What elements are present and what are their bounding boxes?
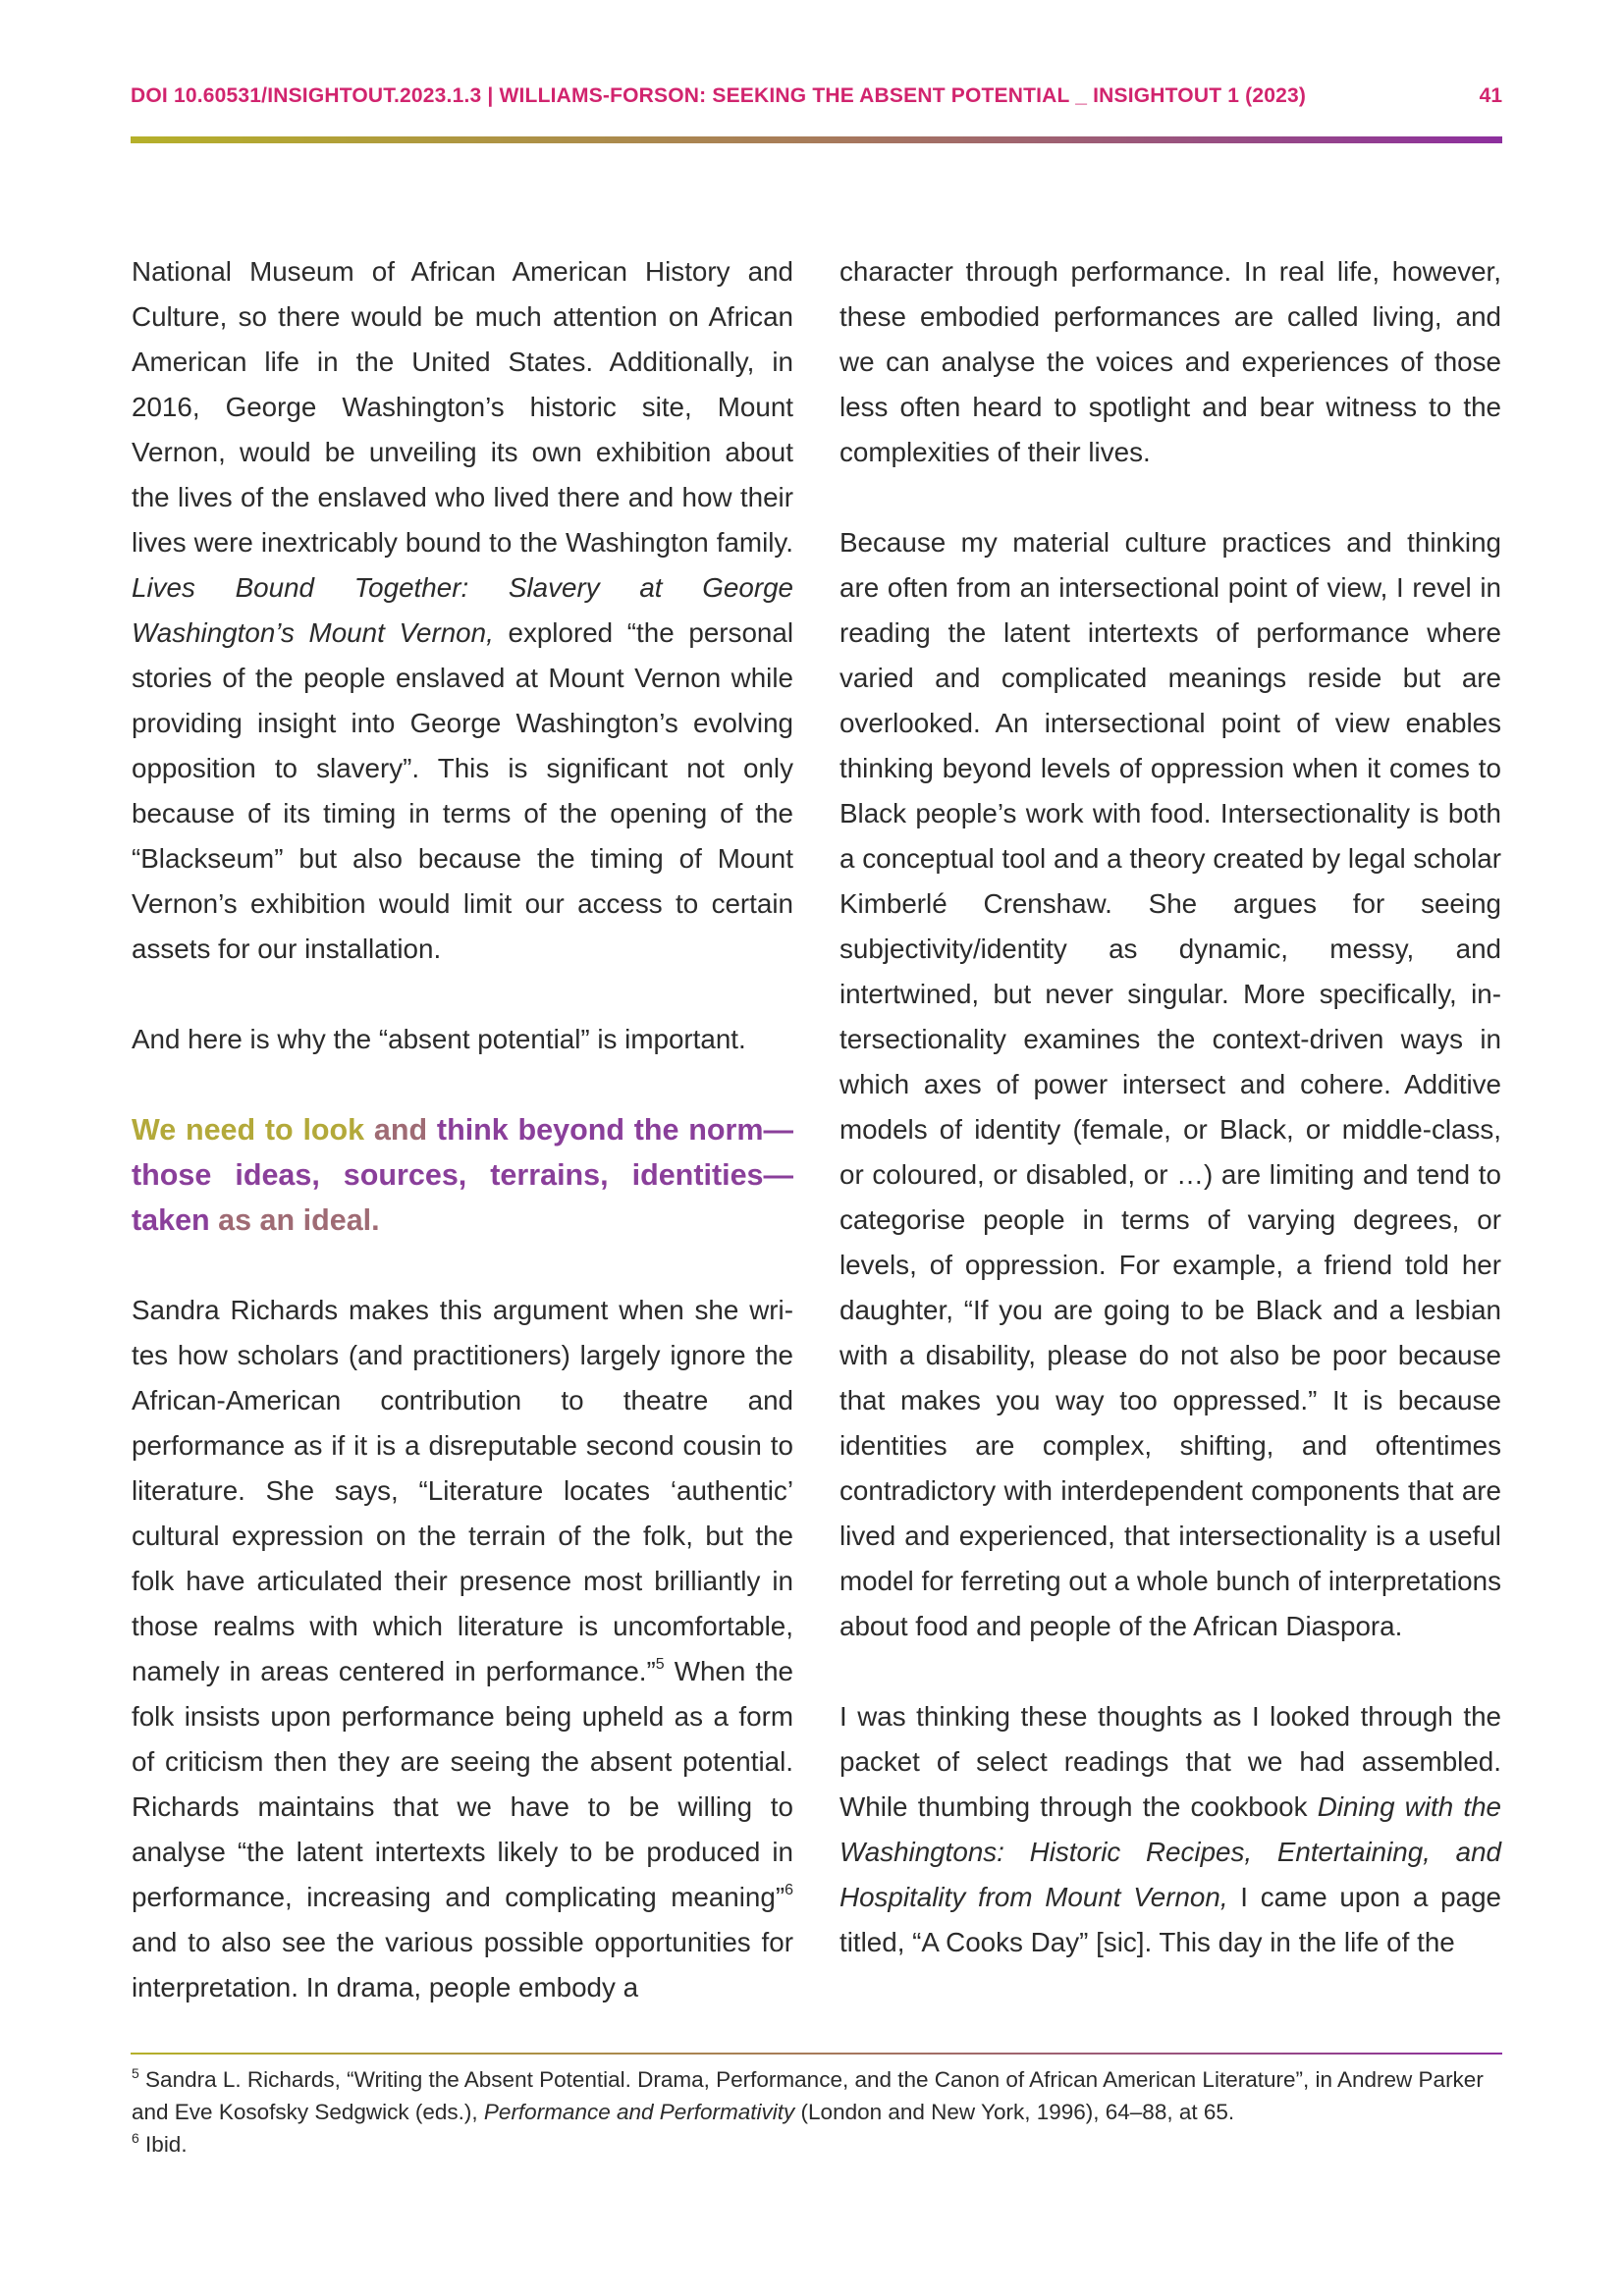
pull-quote [132,1107,793,1243]
right-column [839,249,1501,1965]
cookbook-title: Dining with the Washingtons: Historic Recipes, Entertaining, and Hospitality from Mount Vernon, [839,1791,1501,1912]
text-run: and to also see the various possible opportunities for interpretation. In drama, people embody a [132,1927,793,2002]
text-run: Sandra Richards makes this argument when she writes how scholars (and practitioners) largely ignore the African-American contribution to theatre and performance as if it is a disreputable second cousin to literature. She says, “Literature locates ‘authentic’ cultural expression on the terrain of the folk, but the folk have articulated their presence most brilliantly in those realms with which literature is uncomfortable, namely in areas centered in performance.” [132,1295,793,1686]
right-paragraph-3 [839,1694,1501,1965]
text-run: I came upon a page titled, “A Cooks Day” [sic]. This day in the life of the [839,1882,1501,1957]
text-run: explored “the personal stories of the people enslaved at Mount Vernon while providing insight into George Washington’s evolving opposition to slavery”. This is significant not only because of its timing in terms of the opening of the “Blackseum” but also because the timing of Mount Vernon’s exhibition would limit our access to certain assets for our installation. [132,617,794,964]
page-number: 41 [1479,84,1502,107]
left-paragraph-3 [132,1288,793,2010]
pull-quote-run: and [373,1113,437,1147]
text-run: Sandra L. Richards, “Writing the Absent Potential. Drama, Performance, and the Canon of African American Literature”, in Andrew Parker and Eve Kosofsky Sedgwick (eds.), [132,2067,1484,2124]
text-run: Ibid. [138,2132,188,2157]
footnote-number: 6 [132,2129,139,2146]
text-run: (London and New York, 1996), 64–88, at 65. [794,2100,1235,2124]
footnote-ref-6[interactable]: 6 [785,1881,793,1898]
text-run: When the folk insists upon performance being upheld as a form of criticism then they are seeing the absent potential. Richards maintains that we have to be willing to analyse “the latent intertexts likely to be produced in performance, increasing and complicating meaning” [132,1656,793,1912]
left-paragraph-1 [132,249,793,972]
text-run: I was thinking these thoughts as I looked through the packet of select readings that we had assembled. While thumbing through the cookbook [839,1701,1501,1822]
right-paragraph-2: Because my material culture practices and thinking are often from an intersectional point of view, I revel in reading the latent intertexts of performance where varied and complicated meanings reside but are overlooked. An intersectional point of view enables thinking beyond levels of oppression when it comes to Black people’s work with food. Intersectionality is both a conceptual tool and a theory created by legal scholar Kimberlé Crenshaw. She argues for seeing subjectivity/identity as dynamic, messy, and intertwined, but never singular. More specifically, intersectionality examines the context-driven ways in which axes of power intersect and cohere. Additive models of identity (female, or Black, or middle-class, or coloured, or disabled, or …) are limiting and tend to categorise people in terms of varying degrees, or levels, of oppression. For example, a friend told her daughter, “If you are going to be Black and a lesbian with a disability, please do not also be poor because that makes you way too oppressed.” It is because identities are complex, shifting, and oftentimes contradictory with interdependent components that are lived and experienced, that intersectionality is a useful model for ferreting out a whole bunch of interpretations about food and people of the African Diaspora. [839,527,1501,1641]
left-column [132,249,793,2010]
footnote-6 [132,2128,1504,2161]
pull-quote-run: as an ideal. [218,1203,380,1237]
left-paragraph-2: And here is why the “absent potential” is important. [132,1024,746,1054]
book-title: Performance and Performativity [483,2100,795,2124]
right-paragraph-1: character through performance. In real life, however, these embodied performances are called living, and we can analyse the voices and experiences of those less often heard to spotlight and bear witness to the complexities of their lives. [839,256,1501,467]
pull-quote-run: We need to look [132,1113,374,1147]
running-head: DOI 10.60531/INSIGHTOUT.2023.1.3 | WILLIAMS-FORSON: SEEKING THE ABSENT POTENTIAL _ INSIGHTOUT 1 (2023) [131,84,1307,107]
footnote-ref-5[interactable]: 5 [655,1655,665,1673]
exhibition-title: Lives Bound Together: Slavery at George Washington’s Mount Vernon, [132,572,793,648]
footnotes [132,2063,1504,2161]
pull-quote-run: think beyond the norm—those ideas, sources, terrains, identities—taken [132,1113,793,1237]
text-run: National Museum of African American History and Culture, so there would be much attention on African American life in the United States. Additionally, in 2016, George Washington’s historic site, Mount Vernon, would be unveiling its own exhibition about the lives of the enslaved who lived there and how their lives were inextricably bound to the Washington family. [132,256,793,558]
footnote-5 [132,2063,1504,2128]
footnote-rule [131,2053,1502,2055]
footnote-number: 5 [132,2064,139,2081]
header-rule [131,136,1502,143]
